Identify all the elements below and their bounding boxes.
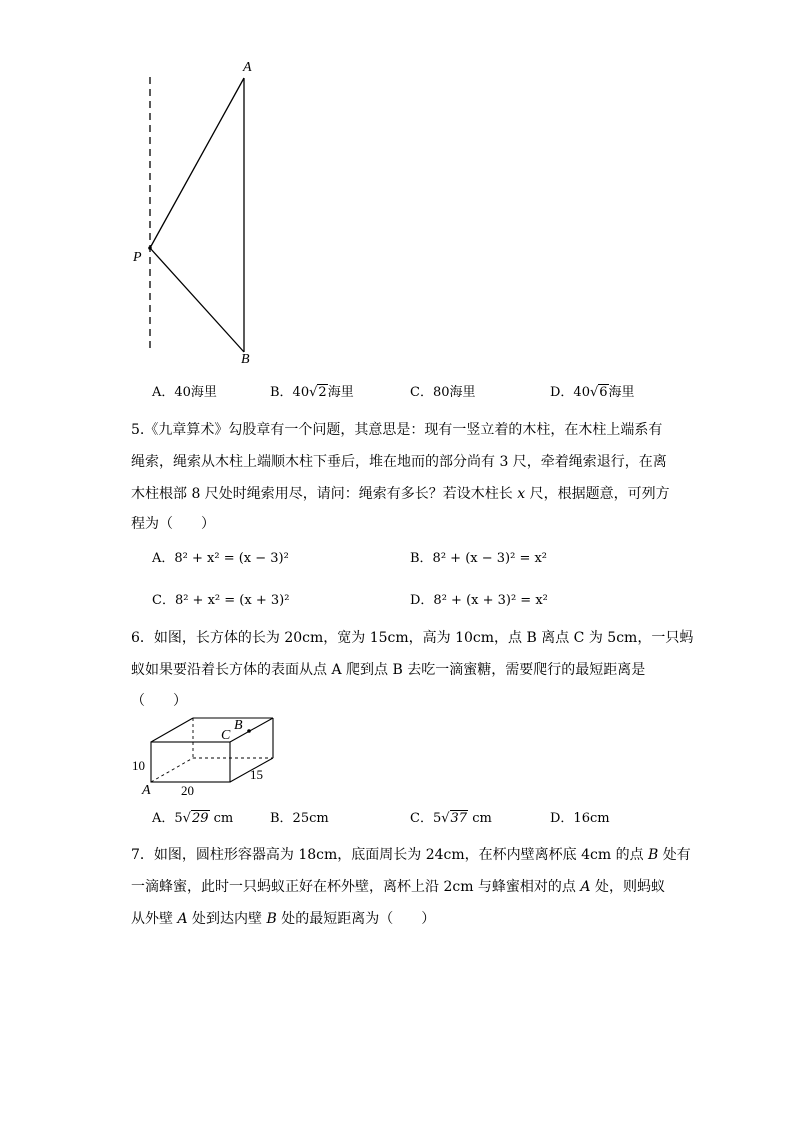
q6-option-a	[152, 810, 233, 828]
q6-height-label: 10	[132, 758, 145, 773]
q4-option-b	[270, 384, 354, 402]
q4-side-pa	[150, 78, 244, 248]
q6-option-c-prefix: C．5	[410, 811, 442, 826]
q4-option-c: C．80海里	[410, 385, 476, 400]
q6-option-a-radicand: 29	[191, 811, 209, 826]
q7-line-3-mid: 处到达内壁	[187, 911, 267, 927]
q5-option-b: B．8² + (x − 3)² = x²	[410, 551, 548, 566]
q4-point-p	[148, 246, 152, 250]
q6-line-3: （ ）	[131, 693, 187, 709]
q5-option-c: C．8² + x² = (x + 3)²	[152, 593, 290, 608]
q7-point-a: A	[580, 879, 591, 895]
q5-option-a: A．8² + x² = (x − 3)²	[152, 551, 289, 566]
q7-point-b: B	[648, 847, 659, 863]
q5-line-4: 程为（ ）	[131, 516, 215, 532]
q7-line-3-text: 从外壁	[131, 911, 178, 927]
q6-point-b	[247, 729, 251, 733]
q4-label-b: B	[241, 352, 250, 367]
q5-line-2: 绳索，绳索从木柱上端顺木柱下垂后，堆在地而的部分尚有 3 尺，牵着绳索退行，在离	[131, 454, 667, 470]
q7-point-b-2: B	[266, 911, 277, 927]
q6-width-label: 15	[250, 767, 263, 782]
q6-option-b: B．25cm	[270, 811, 329, 826]
q6-cuboid-figure	[140, 710, 300, 800]
q5-line-1: 5.《九章算术》勾股章有一个问题，其意思是：现有一竖立着的木柱，在木柱上端系有	[131, 422, 663, 438]
q4-option-d-prefix: D．40	[550, 385, 590, 400]
q4-option-d-unit: 海里	[608, 385, 635, 400]
q6-label-c: C	[221, 728, 231, 743]
q6-option-d: D．16cm	[550, 811, 610, 826]
q4-option-d-radicand: 6	[599, 385, 608, 400]
q4-label-p: P	[133, 250, 142, 265]
q6-option-a-prefix: A．5	[152, 811, 183, 826]
q5-line-3-text: 木柱根部 8 尺处时绳索用尽，请问：绳索有多长？若设木柱长	[131, 486, 518, 502]
q4-label-a: A	[243, 60, 252, 75]
q4-option-b-radicand: 2	[318, 385, 327, 400]
q6-option-a-unit: cm	[213, 811, 234, 826]
q7-line-3	[131, 909, 435, 929]
q6-option-c-radicand: 37	[450, 811, 468, 826]
q7-line-2	[131, 877, 665, 897]
q7-point-a-2: A	[177, 911, 188, 927]
q4-option-a: A．40海里	[152, 385, 217, 400]
q5-line-3-rest: 尺，根据题意，可列方	[525, 486, 670, 502]
q7-line-1-text: 7．如图，圆柱形容器高为 18cm，底面周长为 24cm，在杯内壁离杯底 4cm 的点	[131, 847, 649, 863]
q7-line-1	[131, 845, 691, 865]
q5-option-d: D．8² + (x + 3)² = x²	[410, 593, 548, 608]
q6-label-a: A	[142, 783, 151, 798]
q4-option-b-prefix: B．40	[270, 385, 310, 400]
q6-option-c-unit: cm	[472, 811, 492, 826]
q4-side-pb	[150, 248, 244, 352]
q4-option-b-unit: 海里	[327, 385, 354, 400]
q7-line-2-rest: 处，则蚂蚁	[590, 879, 665, 895]
sqrt-icon: √6	[589, 385, 608, 400]
q6-hidden-diagonal	[151, 758, 193, 782]
q6-line-1: 6．如图，长方体的长为 20cm，宽为 15cm，高为 10cm，点 B 离点 C 为 5cm，一只蚂	[131, 630, 694, 646]
q7-line-2-text: 一滴蜂蜜，此时一只蚂蚁正好在杯外壁，离杯上沿 2cm 与蜂蜜相对的点	[131, 879, 581, 895]
sqrt-icon: √37	[441, 811, 468, 826]
q5-variable-x: x	[517, 486, 526, 502]
q7-line-3-rest: 处的最短距离为（ ）	[276, 911, 436, 927]
sqrt-icon: √2	[309, 385, 327, 400]
q6-top-left-edge	[151, 718, 193, 742]
q5-line-3	[131, 484, 670, 504]
q6-label-b: B	[234, 718, 243, 733]
q7-line-1-rest: 处有	[658, 847, 691, 863]
q6-front-face	[151, 742, 230, 782]
q4-figure	[120, 55, 280, 375]
q6-line-2: 蚁如果要沿着长方体的表面从点 A 爬到点 B 去吃一滴蜜糖，需要爬行的最短距离是	[131, 662, 646, 678]
sqrt-icon: √29	[182, 811, 209, 826]
q6-option-c	[410, 810, 492, 828]
q6-length-label: 20	[181, 783, 194, 798]
q4-option-d	[550, 384, 635, 402]
